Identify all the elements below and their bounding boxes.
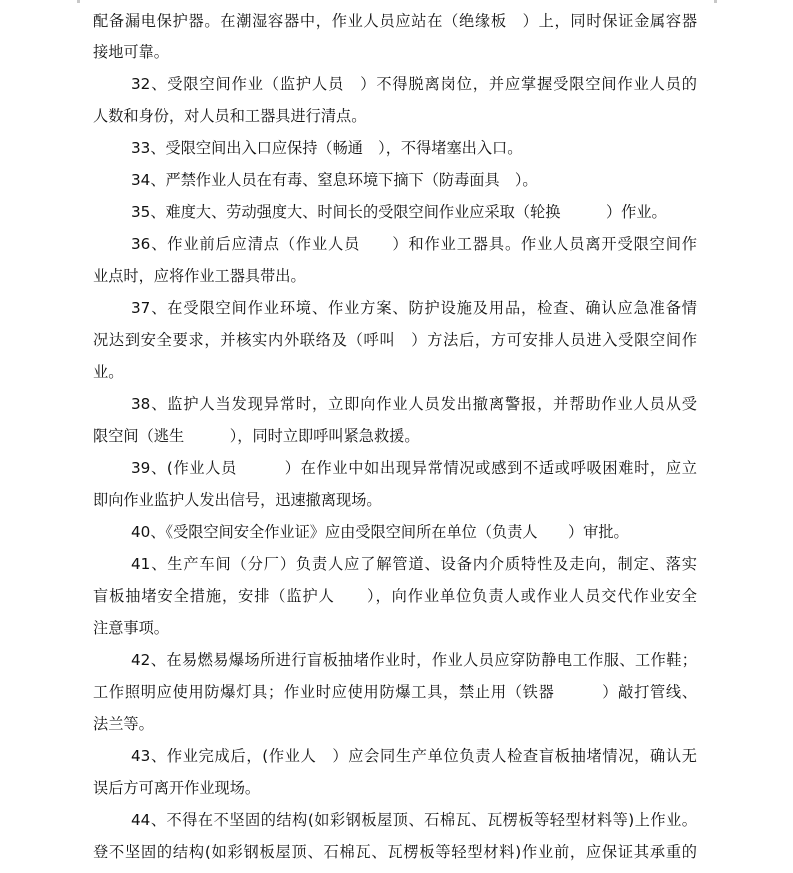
text-line: 业点时，应将作业工器具带出。 <box>93 267 306 285</box>
text-line: 限空间（逃生 ），同时立即呼叫紧急救援。 <box>93 427 420 445</box>
text-line: 41、生产车间（分厂）负责人应了解管道、设备内介质特性及走向，制定、落实 <box>131 555 697 573</box>
text-line: 42、在易燃易爆场所进行盲板抽堵作业时，作业人员应穿防静电工作服、工作鞋； <box>131 651 697 669</box>
text-line: 接地可靠。 <box>93 43 169 61</box>
text-line: 32、受限空间作业（监护人员 ）不得脱离岗位，并应掌握受限空间作业人员的 <box>131 75 697 93</box>
text-line: 36、作业前后应清点（作业人员 ）和作业工器具。作业人员离开受限空间作 <box>131 235 697 253</box>
text-line: 33、受限空间出入口应保持（畅通 ），不得堵塞出入口。 <box>131 139 523 157</box>
margin-corner-mark <box>77 0 80 3</box>
margin-corner-mark <box>714 0 717 3</box>
text-line: 即向作业监护人发出信号，迅速撤离现场。 <box>93 491 382 509</box>
text-line: 登不坚固的结构(如彩钢板屋顶、石棉瓦、瓦楞板等轻型材料)作业前，应保证其承重的 <box>93 843 697 861</box>
text-line: 人数和身份，对人员和工器具进行清点。 <box>93 107 367 125</box>
text-line: 38、监护人当发现异常时，立即向作业人员发出撤离警报，并帮助作业人员从受 <box>131 395 697 413</box>
text-line: 37、在受限空间作业环境、作业方案、防护设施及用品，检查、确认应急准备情 <box>131 299 697 317</box>
text-line: 配备漏电保护器。在潮湿容器中，作业人员应站在（绝缘板 ）上，同时保证金属容器 <box>93 12 697 30</box>
text-line: 43、作业完成后，(作业人 ）应会同生产单位负责人检查盲板抽堵情况，确认无 <box>131 747 697 765</box>
text-line: 34、严禁作业人员在有毒、窒息环境下摘下（防毒面具 ）。 <box>131 171 538 189</box>
text-line: 44、不得在不坚固的结构(如彩钢板屋顶、石棉瓦、瓦楞板等轻型材料等)上作业。 <box>131 811 697 829</box>
text-line: 误后方可离开作业现场。 <box>93 779 261 797</box>
text-line: 业。 <box>93 363 124 381</box>
text-line: 39、(作业人员 ）在作业中如出现异常情况或感到不适或呼吸困难时，应立 <box>131 459 697 477</box>
text-line: 工作照明应使用防爆灯具；作业时应使用防爆工具，禁止用（铁器 ）敲打管线、 <box>93 683 697 701</box>
text-line: 40、《受限空间安全作业证》应由受限空间所在单位（负责人 ）审批。 <box>131 523 629 541</box>
text-line: 法兰等。 <box>93 715 154 733</box>
text-line: 35、难度大、劳动强度大、时间长的受限空间作业应采取（轮换 ）作业。 <box>131 203 667 221</box>
text-line: 注意事项。 <box>93 619 169 637</box>
text-line: 况达到安全要求，并核实内外联络及（呼叫 ）方法后，方可安排人员进入受限空间作 <box>93 331 697 349</box>
text-line: 盲板抽堵安全措施，安排（监护人 ），向作业单位负责人或作业人员交代作业安全 <box>93 587 697 605</box>
